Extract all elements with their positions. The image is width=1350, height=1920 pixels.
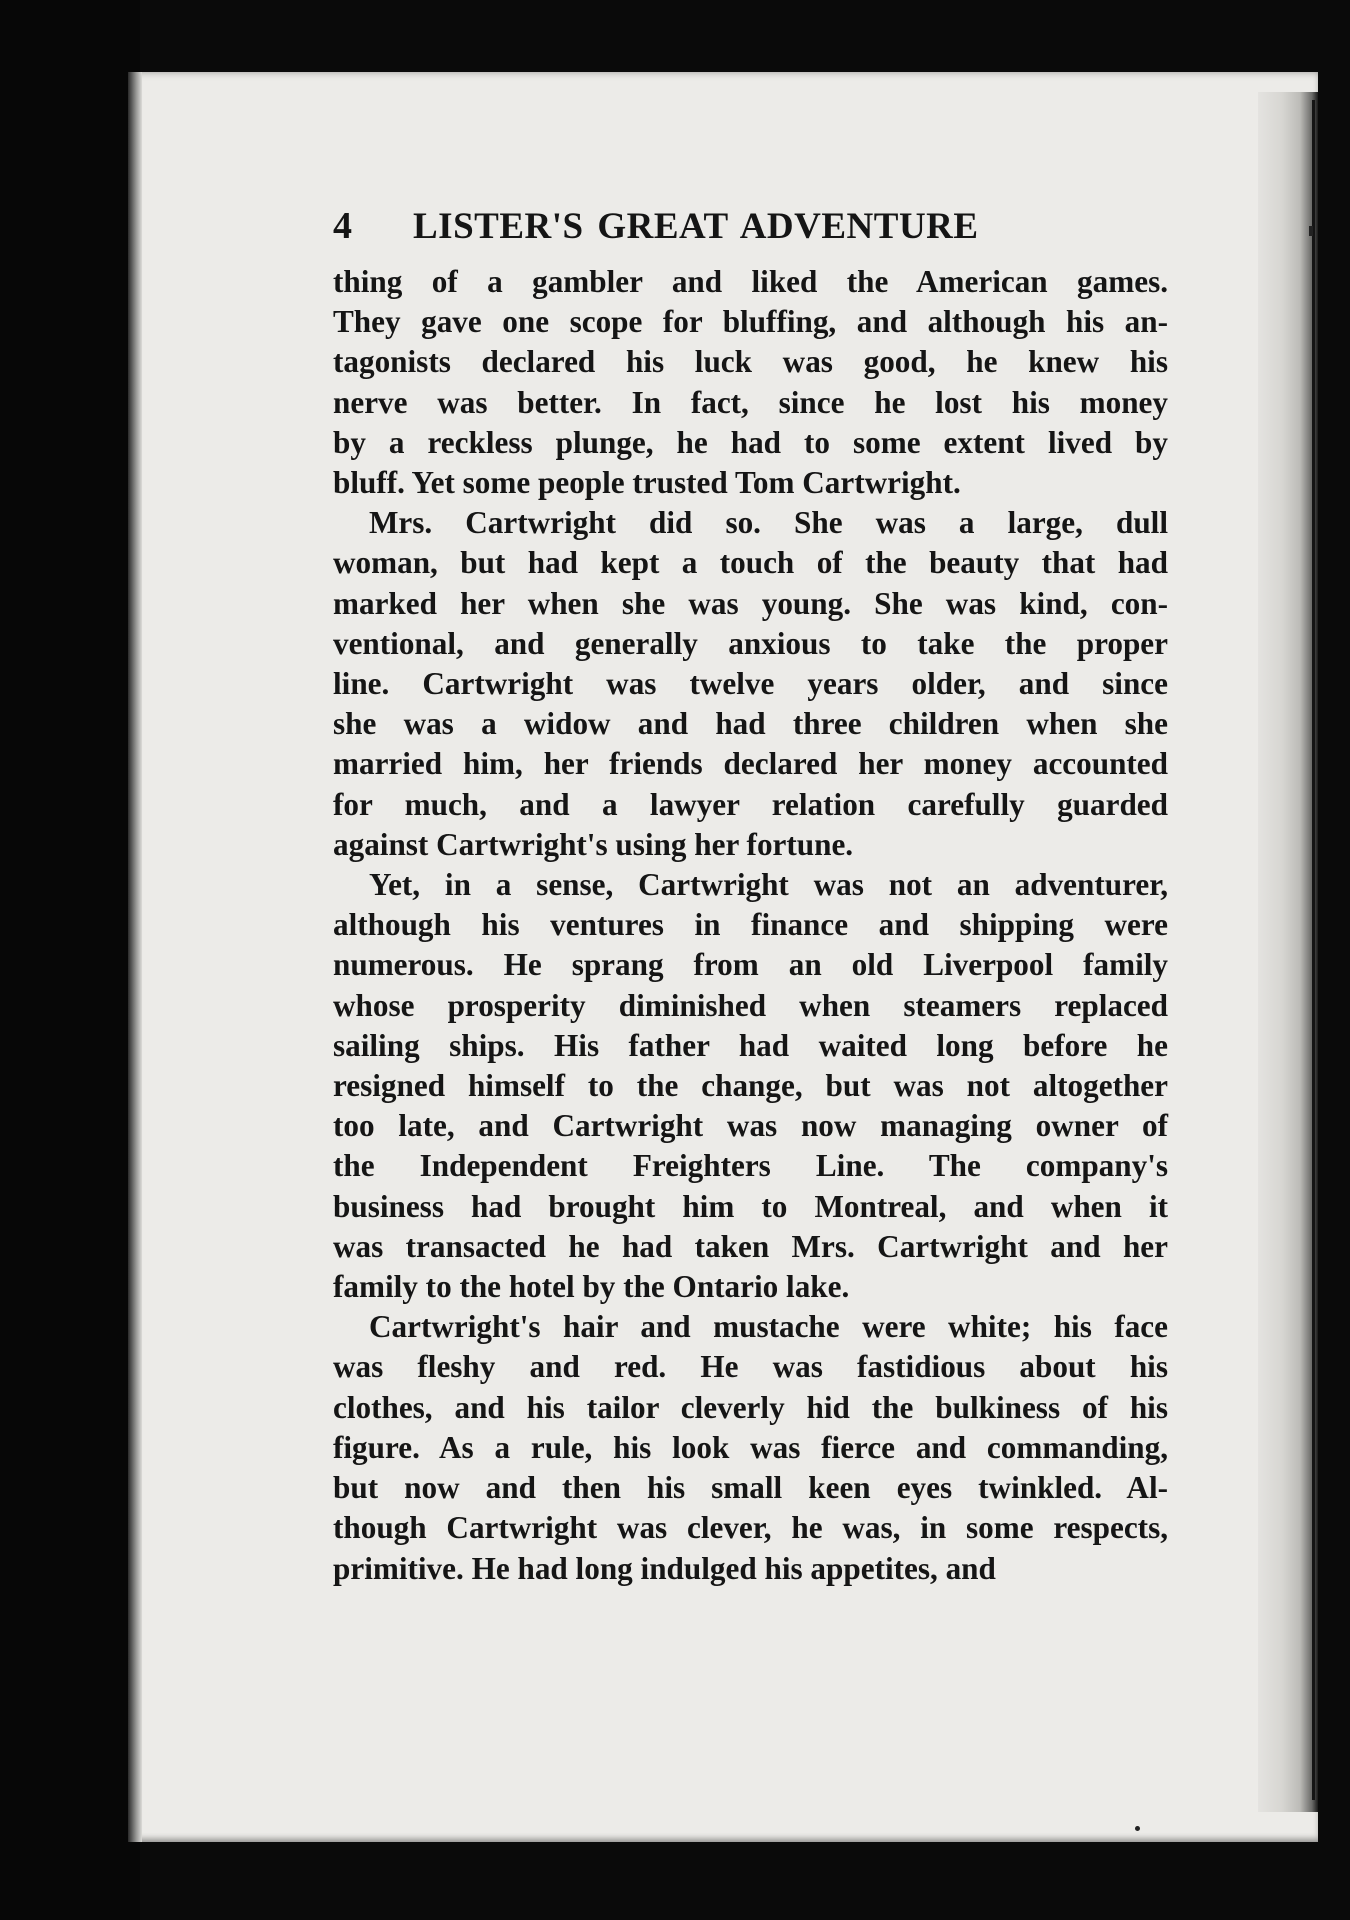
paragraph	[333, 865, 1168, 1307]
text-line: primitive. He had long indulged his appetites, and	[333, 1550, 996, 1586]
page-edge-right	[1258, 92, 1318, 1812]
text-line: line. Cartwright was twelve years older, and since	[333, 666, 1168, 702]
text-line: by a reckless plunge, he had to some extent lived by	[333, 424, 1168, 460]
text-line: though Cartwright was clever, he was, in some respects,	[333, 1510, 1168, 1546]
text-line: Yet, in a sense, Cartwright was not an adventurer,	[369, 867, 1168, 903]
text-line: numerous. He sprang from an old Liverpool family	[333, 947, 1168, 983]
text-line: woman, but had kept a touch of the beauty that had	[333, 545, 1168, 581]
text-line: married him, her friends declared her money accounted	[333, 746, 1168, 782]
page-binding-shadow	[128, 72, 142, 1842]
page-text-block	[333, 204, 1168, 1589]
text-line: was fleshy and red. He was fastidious about his	[333, 1349, 1168, 1385]
text-line: too late, and Cartwright was now managing owner of	[333, 1108, 1168, 1144]
paragraph	[333, 503, 1168, 865]
margin-mark	[1309, 226, 1313, 236]
text-line: resigned himself to the change, but was not altogether	[333, 1068, 1168, 1104]
paragraph	[333, 262, 1168, 503]
running-head	[333, 204, 1168, 260]
text-line: the Independent Freighters Line. The company's	[333, 1148, 1168, 1184]
text-line: marked her when she was young. She was kind, con-	[333, 585, 1168, 621]
text-line: for much, and a lawyer relation carefully guarded	[333, 786, 1168, 822]
text-line: whose prosperity diminished when steamers replaced	[333, 987, 1168, 1023]
text-line: business had brought him to Montreal, and when it	[333, 1188, 1168, 1224]
text-line: but now and then his small keen eyes twinkled. Al-	[333, 1470, 1168, 1506]
text-line: tagonists declared his luck was good, he knew his	[333, 344, 1168, 380]
text-line: clothes, and his tailor cleverly hid the bulkiness of his	[333, 1389, 1168, 1425]
running-title: LISTER'S GREAT ADVENTURE	[413, 206, 979, 247]
paragraph	[333, 1307, 1168, 1588]
text-line: ventional, and generally anxious to take the proper	[333, 625, 1168, 661]
scan-background-left	[0, 0, 140, 1920]
footer-speck	[1135, 1826, 1140, 1831]
text-line: thing of a gambler and liked the American games.	[333, 264, 1168, 299]
page-edge-line	[1312, 100, 1315, 1800]
text-line: sailing ships. His father had waited long before he	[333, 1027, 1168, 1063]
text-line: was transacted he had taken Mrs. Cartwright and her	[333, 1228, 1168, 1264]
text-line: she was a widow and had three children when she	[333, 706, 1168, 742]
text-line: against Cartwright's using her fortune.	[333, 826, 854, 862]
text-line: Cartwright's hair and mustache were white; his face	[369, 1309, 1168, 1345]
page-number: 4	[333, 205, 353, 247]
text-line: nerve was better. In fact, since he lost his money	[333, 384, 1168, 420]
text-line: figure. As a rule, his look was fierce and commanding,	[333, 1429, 1168, 1465]
text-line: Mrs. Cartwright did so. She was a large, dull	[369, 505, 1168, 541]
text-line: although his ventures in finance and shipping were	[333, 907, 1168, 943]
body-text	[333, 262, 1168, 1589]
text-line: bluff. Yet some people trusted Tom Cartwright.	[333, 465, 961, 501]
text-line: family to the hotel by the Ontario lake.	[333, 1269, 850, 1305]
text-line: They gave one scope for bluffing, and although his an-	[333, 304, 1168, 340]
